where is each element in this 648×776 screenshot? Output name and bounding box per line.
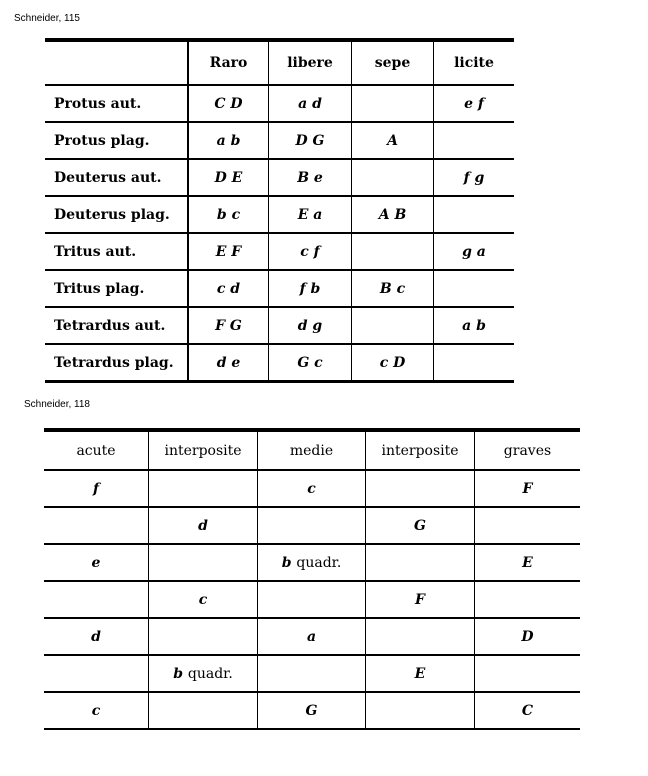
header-cell-interposite: interposite bbox=[149, 430, 258, 470]
table-cell: c d bbox=[188, 270, 269, 307]
table-cell bbox=[366, 470, 475, 507]
table-cell bbox=[434, 344, 515, 382]
table-header-row bbox=[45, 40, 514, 85]
table-cell bbox=[44, 655, 149, 692]
table-row bbox=[45, 122, 514, 159]
table-cell bbox=[352, 307, 434, 344]
table-cell: D G bbox=[269, 122, 352, 159]
header-cell-empty bbox=[45, 40, 188, 85]
header-cell-acute: acute bbox=[44, 430, 149, 470]
mode-name: Protus aut. bbox=[45, 85, 188, 122]
table-cell: a d bbox=[269, 85, 352, 122]
table-cell bbox=[149, 470, 258, 507]
table-cell: G c bbox=[269, 344, 352, 382]
table-cell: E bbox=[366, 655, 475, 692]
table-cell: f g bbox=[434, 159, 515, 196]
table-row bbox=[44, 507, 580, 544]
table-cell bbox=[434, 270, 515, 307]
table-cell: c bbox=[44, 692, 149, 729]
table-cell: G bbox=[366, 507, 475, 544]
table-row bbox=[44, 581, 580, 618]
table-cell bbox=[149, 544, 258, 581]
table-cell: G bbox=[258, 692, 366, 729]
table-row bbox=[44, 544, 580, 581]
header-cell-sepe: sepe bbox=[352, 40, 434, 85]
table-cell bbox=[44, 581, 149, 618]
table-cell: d g bbox=[269, 307, 352, 344]
modes-table bbox=[45, 38, 514, 383]
table-cell bbox=[352, 85, 434, 122]
table-cell: d e bbox=[188, 344, 269, 382]
header-cell-graves: graves bbox=[475, 430, 581, 470]
table-row bbox=[44, 655, 580, 692]
table-cell: e bbox=[44, 544, 149, 581]
table-row bbox=[45, 270, 514, 307]
mode-name: Tetrardus aut. bbox=[45, 307, 188, 344]
table-cell bbox=[475, 581, 581, 618]
table-cell: d bbox=[44, 618, 149, 655]
table-cell: D E bbox=[188, 159, 269, 196]
table-row bbox=[45, 233, 514, 270]
table-cell: a bbox=[258, 618, 366, 655]
table-row bbox=[44, 618, 580, 655]
table-cell: E bbox=[475, 544, 581, 581]
table-cell bbox=[366, 692, 475, 729]
table-cell bbox=[475, 507, 581, 544]
table-cell: c f bbox=[269, 233, 352, 270]
table-cell bbox=[434, 196, 515, 233]
table-row bbox=[45, 159, 514, 196]
table-cell: a b bbox=[434, 307, 515, 344]
table-cell bbox=[366, 544, 475, 581]
table-cell: b quadr. bbox=[258, 544, 366, 581]
mode-name: Protus plag. bbox=[45, 122, 188, 159]
table-row bbox=[44, 470, 580, 507]
registers-table bbox=[44, 428, 580, 730]
table-cell: a b bbox=[188, 122, 269, 159]
table-cell: c bbox=[258, 470, 366, 507]
table-cell: c bbox=[149, 581, 258, 618]
table-cell: F G bbox=[188, 307, 269, 344]
table-row bbox=[45, 307, 514, 344]
table-cell: D bbox=[475, 618, 581, 655]
mode-name: Deuterus aut. bbox=[45, 159, 188, 196]
table-cell bbox=[258, 581, 366, 618]
header-cell-libere: libere bbox=[269, 40, 352, 85]
table-cell bbox=[44, 507, 149, 544]
table-cell bbox=[258, 507, 366, 544]
table-cell: c D bbox=[352, 344, 434, 382]
table-cell: B e bbox=[269, 159, 352, 196]
caption-schneider-118: Schneider, 118 bbox=[24, 399, 90, 410]
table-cell bbox=[352, 159, 434, 196]
table-row bbox=[45, 85, 514, 122]
header-cell-licite: licite bbox=[434, 40, 515, 85]
header-cell-interposite: interposite bbox=[366, 430, 475, 470]
table-cell: F bbox=[475, 470, 581, 507]
header-cell-raro: Raro bbox=[188, 40, 269, 85]
table-row bbox=[44, 692, 580, 729]
table-cell bbox=[149, 618, 258, 655]
mode-name: Tetrardus plag. bbox=[45, 344, 188, 382]
table-cell bbox=[366, 618, 475, 655]
table-cell: F bbox=[366, 581, 475, 618]
mode-name: Deuterus plag. bbox=[45, 196, 188, 233]
mode-name: Tritus aut. bbox=[45, 233, 188, 270]
header-cell-medie: medie bbox=[258, 430, 366, 470]
caption-schneider-115: Schneider, 115 bbox=[14, 13, 80, 24]
table-cell: C D bbox=[188, 85, 269, 122]
table-cell: A B bbox=[352, 196, 434, 233]
table-cell: b quadr. bbox=[149, 655, 258, 692]
table-cell: e f bbox=[434, 85, 515, 122]
table-cell bbox=[258, 655, 366, 692]
table-cell: E F bbox=[188, 233, 269, 270]
table-cell bbox=[475, 655, 581, 692]
table-cell: d bbox=[149, 507, 258, 544]
table-header-row bbox=[44, 430, 580, 470]
table-cell: b c bbox=[188, 196, 269, 233]
table-cell bbox=[434, 122, 515, 159]
table-cell: g a bbox=[434, 233, 515, 270]
table-row bbox=[45, 196, 514, 233]
table-cell bbox=[149, 692, 258, 729]
table-row bbox=[45, 344, 514, 382]
table-cell: f b bbox=[269, 270, 352, 307]
table-cell bbox=[352, 233, 434, 270]
table-cell: A bbox=[352, 122, 434, 159]
table-cell: E a bbox=[269, 196, 352, 233]
table-cell: f bbox=[44, 470, 149, 507]
table-cell: C bbox=[521, 702, 534, 719]
mode-name: Tritus plag. bbox=[45, 270, 188, 307]
table-cell: B c bbox=[352, 270, 434, 307]
